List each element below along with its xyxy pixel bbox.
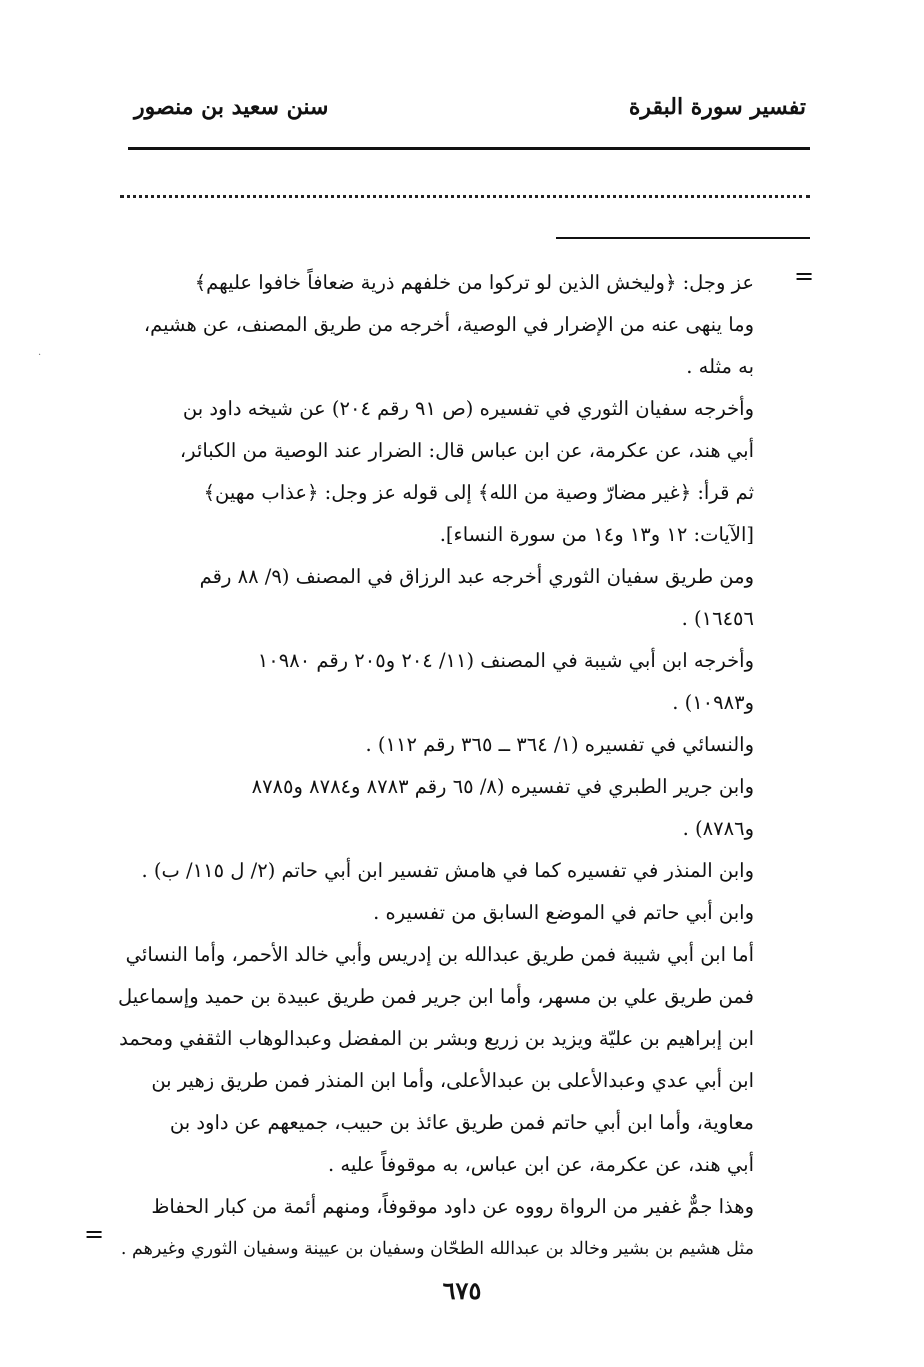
text-line: أبي هند، عن عكرمة، عن ابن عباس قال: الضرار عند الوصية من الكبائر، (179, 439, 754, 462)
text-line: [الآيات: ١٢ و١٣ و١٤ من سورة النساء]. (439, 523, 754, 546)
text-line: ابن أبي عدي وعبدالأعلى بن عبدالأعلى، وأما ابن المنذر فمن طريق زهير بن (151, 1069, 754, 1092)
text-line: مثل هشيم بن بشير وخالد بن عبدالله الطحّان وسفيان بن عيينة وسفيان الثوري وغيرهم . (120, 1239, 754, 1259)
text-line: وابن أبي حاتم في الموضع السابق من تفسيره . (373, 901, 754, 924)
scan-speck: · (38, 350, 42, 361)
text-line: فمن طريق علي بن مسهر، وأما ابن جرير فمن طريق عبيدة بن حميد وإسماعيل (118, 985, 754, 1008)
text-line: وهذا جمٌّ غفير من الرواة رووه عن داود موقوفاً، ومنهم أئمة من كبار الحفاظ (151, 1195, 754, 1218)
text-line: وما ينهى عنه من الإضرار في الوصية، أخرجه من طريق المصنف، عن هشيم، (143, 313, 754, 336)
continuation-mark-top: = (794, 262, 815, 290)
text-line: و٨٧٨٦) . (682, 817, 754, 840)
dotted-separator (120, 195, 810, 198)
footnote-body (118, 262, 754, 1270)
text-line: وأخرجه سفيان الثوري في تفسيره (ص ٩١ رقم ٢٠٤) عن شيخه داود بن (182, 397, 754, 420)
text-line: وأخرجه ابن أبي شيبة في المصنف (١١/ ٢٠٤ و٢٠٥ رقم ١٠٩٨٠ (257, 649, 754, 672)
text-line: أما ابن أبي شيبة فمن طريق عبدالله بن إدريس وأبي خالد الأحمر، وأما النسائي (125, 943, 754, 966)
page-number: ٦٧٥ (442, 1276, 482, 1305)
text-line: وابن جرير الطبري في تفسيره (٨/ ٦٥ رقم ٨٧٨٣ و٨٧٨٤ و٨٧٨٥ (251, 775, 754, 798)
text-line: ومن طريق سفيان الثوري أخرجه عبد الرزاق في المصنف (٩/ ٨٨ رقم (199, 565, 754, 588)
text-line: وابن المنذر في تفسيره كما في هامش تفسير ابن أبي حاتم (٢/ ل ١١٥/ ب) . (141, 859, 754, 882)
text-line: ابن إبراهيم بن عليّة ويزيد بن زريع وبشر بن المفضل وعبدالوهاب الثقفي ومحمد (119, 1027, 754, 1050)
header-rule (128, 147, 810, 150)
text-line: ثم قرأ: ﴿غير مضارّ وصية من الله﴾ إلى قوله عز وجل: ﴿عذاب مهين﴾ (203, 481, 754, 504)
text-line: أبي هند، عن عكرمة، عن ابن عباس، به موقوفاً عليه . (327, 1153, 754, 1176)
footnote-rule (556, 237, 810, 239)
text-line: عز وجل: ﴿وليخش الذين لو تركوا من خلفهم ذرية ضعافاً خافوا عليهم﴾ (194, 271, 754, 294)
text-line: والنسائي في تفسيره (١/ ٣٦٤ ــ ٣٦٥ رقم ١١٢) . (365, 733, 754, 756)
text-line: به مثله . (686, 355, 754, 378)
text-line: ١٦٤٥٦) . (681, 607, 754, 630)
running-header-chapter: تفسير سورة البقرة (628, 94, 806, 120)
text-line: و١٠٩٨٣) . (672, 691, 754, 714)
continuation-mark-bottom: = (84, 1220, 105, 1248)
running-header-book: سنن سعيد بن منصور (134, 94, 329, 120)
text-line: معاوية، وأما ابن أبي حاتم فمن طريق عائذ بن حبيب، جميعهم عن داود بن (169, 1111, 754, 1134)
